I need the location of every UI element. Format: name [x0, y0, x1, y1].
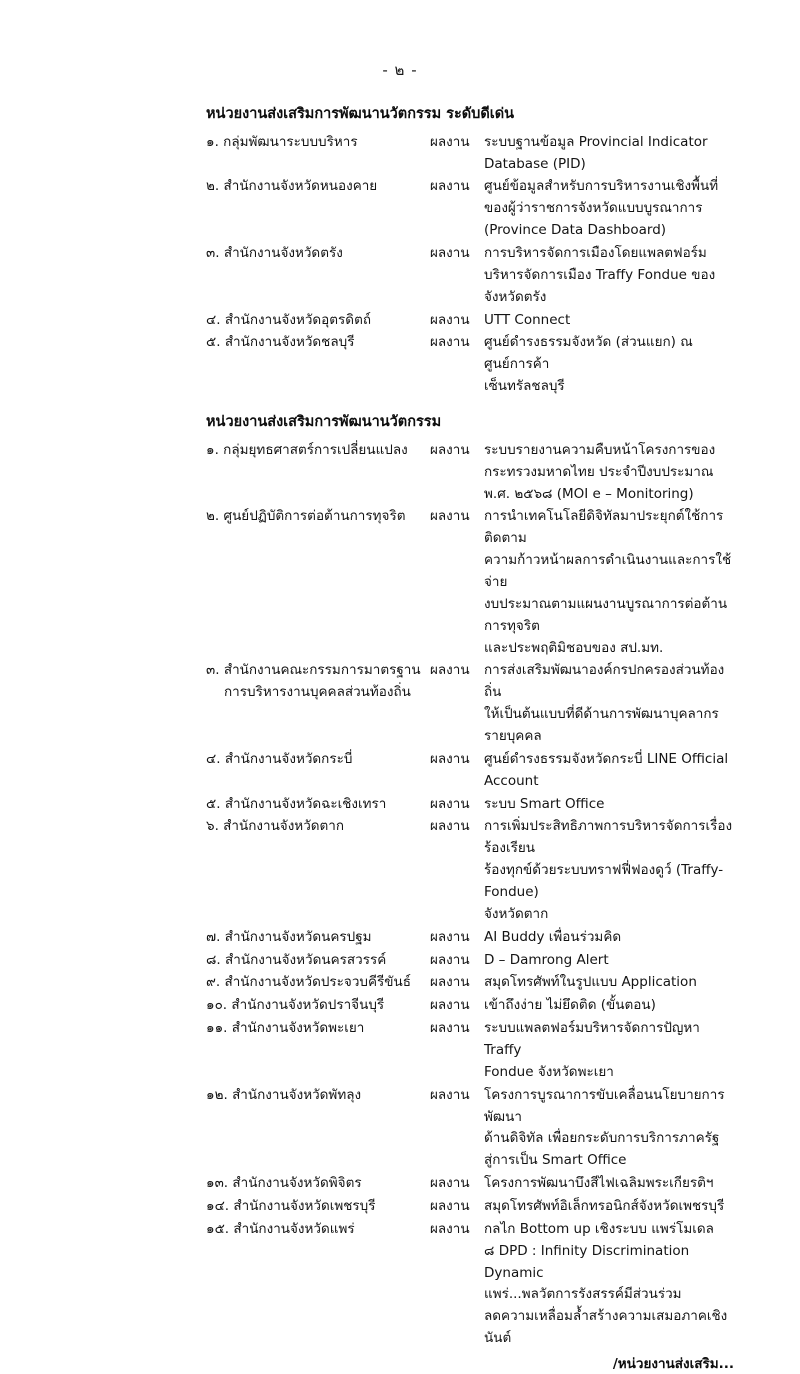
org-cell: [206, 506, 430, 528]
item-index: ๑๑.: [206, 1020, 228, 1037]
list-item: [206, 995, 734, 1017]
section-heading-2: หน่วยงานส่งเสริมการพัฒนานวัตกรรม: [206, 414, 442, 431]
work-line: แพร่...พลวัตการรังสรรค์มีส่วนร่วม: [484, 1286, 682, 1303]
work-line: เข้าถึงง่าย ไม่ยึดติด (ขั้นตอน): [484, 997, 656, 1014]
work-label: ผลงาน: [430, 245, 470, 262]
item-index: ๖.: [206, 818, 219, 835]
item-index: ๗.: [206, 928, 221, 945]
work-line: ของผู้ว่าราชการจังหวัดแบบบูรณาการ: [484, 200, 703, 217]
work-cell: [484, 1085, 734, 1172]
item-org: ศูนย์ปฏิบัติการต่อต้านการทุจริต: [223, 508, 406, 525]
work-label: ผลงาน: [430, 928, 470, 945]
work-label: ผลงาน: [430, 997, 470, 1014]
item-index: ๑๒.: [206, 1086, 228, 1103]
list-item: [206, 660, 734, 747]
work-label: ผลงาน: [430, 662, 470, 679]
work-line: การนำเทคโนโลยีดิจิทัลมาประยุกต์ใช้การติดตาม: [484, 508, 724, 547]
org-cell: [206, 1173, 430, 1195]
list-item: [206, 243, 734, 309]
item-index: ๑๓.: [206, 1175, 229, 1192]
item-index: ๔.: [206, 311, 221, 328]
work-cell: [484, 1196, 734, 1218]
work-line: กลไก Bottom up เชิงระบบ แพร่โมเดล: [484, 1220, 714, 1237]
item-index: ๘.: [206, 951, 221, 968]
item-org: สำนักงานจังหวัดเพชรบุรี: [233, 1198, 376, 1215]
work-line: สมุดโทรศัพท์ในรูปแบบ Application: [484, 974, 697, 991]
org-cell: [206, 749, 430, 771]
org-cell: [206, 132, 430, 154]
item-org: สำนักงานจังหวัดพัทลุง: [232, 1086, 362, 1103]
item-index: ๑.: [206, 441, 219, 458]
work-line: AI Buddy เพื่อนร่วมคิด: [484, 928, 622, 945]
work-line: ระบบ Smart Office: [484, 795, 605, 812]
section-1-list: [206, 132, 734, 398]
work-line: บริหารจัดการเมือง Traffy Fondue ของจังหวัดตรัง: [484, 266, 716, 305]
item-org: สำนักงานจังหวัดแพร่: [233, 1220, 355, 1237]
page-number: - ๒ -: [382, 61, 418, 79]
work-label: ผลงาน: [430, 508, 470, 525]
item-org: สำนักงานจังหวัดพะเยา: [231, 1020, 365, 1037]
work-line: โครงการบูรณาการขับเคลื่อนนโยบายการพัฒนา: [484, 1086, 725, 1125]
work-line: จังหวัดตาก: [484, 905, 549, 922]
list-item: [206, 749, 734, 793]
work-cell: [484, 927, 734, 949]
work-line: เซ็นทรัลชลบุรี: [484, 378, 565, 395]
item-org: สำนักงานจังหวัดฉะเชิงเทรา: [224, 795, 387, 812]
work-line: งบประมาณตามแผนงานบูรณาการต่อต้านการทุจริต: [484, 595, 728, 634]
list-item: [206, 1085, 734, 1172]
item-org: สำนักงานคณะกรรมการมาตรฐาน: [223, 662, 421, 679]
work-label: ผลงาน: [430, 795, 470, 812]
work-line: กระทรวงมหาดไทย ประจำปีงบประมาณ: [484, 463, 714, 480]
work-line: ร้องทุกข์ด้วยระบบทราฟฟี่ฟองดูว์ (Traffy-Fondue): [484, 862, 724, 900]
document-content: [206, 104, 734, 1374]
list-item: [206, 794, 734, 816]
org-cell: [206, 1219, 430, 1241]
work-label: ผลงาน: [430, 951, 470, 968]
work-line: ระบบแพลตฟอร์มบริหารจัดการปัญหา Traffy: [484, 1020, 700, 1059]
work-line: ระบบรายงานความคืบหน้าโครงการของ: [484, 441, 716, 458]
work-label: ผลงาน: [430, 974, 470, 991]
item-index: ๓.: [206, 245, 220, 262]
list-item: [206, 927, 734, 949]
section-heading-1: หน่วยงานส่งเสริมการพัฒนานวัตกรรม ระดับดีเด่น: [206, 106, 515, 122]
item-index: ๑๐.: [206, 997, 228, 1014]
org-cell: [206, 660, 430, 704]
work-line: Database (PID): [484, 155, 586, 172]
work-line: (Province Data Dashboard): [484, 222, 667, 239]
work-label: ผลงาน: [430, 1086, 470, 1103]
work-line: โครงการพัฒนาบึงสีไฟเฉลิมพระเกียรติฯ: [484, 1175, 714, 1192]
item-org: สำนักงานจังหวัดชลบุรี: [224, 334, 355, 351]
org-cell: [206, 1196, 430, 1218]
item-org: สำนักงานจังหวัดปราจีนบุรี: [231, 997, 385, 1014]
item-index: ๓.: [206, 662, 220, 679]
org-cell: [206, 332, 430, 354]
item-org: สำนักงานจังหวัดกระบี่: [224, 750, 353, 767]
list-item: [206, 1173, 734, 1195]
work-cell: [484, 995, 734, 1017]
org-cell: [206, 1085, 430, 1107]
item-org: สำนักงานจังหวัดนครสวรรค์: [225, 951, 387, 968]
work-cell: [484, 660, 734, 747]
list-item: [206, 176, 734, 242]
org-cell: [206, 440, 430, 462]
item-org: สำนักงานจังหวัดตาก: [223, 818, 345, 835]
list-item: [206, 1018, 734, 1084]
work-cell: [484, 1219, 734, 1350]
work-line: ให้เป็นต้นแบบที่ดีด้านการพัฒนาบุคลากรรายบุคคล: [484, 706, 719, 744]
item-org: สำนักงานจังหวัดอุตรดิตถ์: [224, 311, 372, 328]
work-line: D – Damrong Alert: [484, 951, 609, 968]
work-cell: [484, 1018, 734, 1084]
work-label: ผลงาน: [430, 178, 470, 195]
item-org: สำนักงานจังหวัดพิจิตร: [232, 1175, 362, 1192]
work-line: ระบบฐานข้อมูล Provincial Indicator: [484, 133, 708, 150]
item-index: ๔.: [206, 750, 221, 767]
org-cell: [206, 176, 430, 198]
work-line: ศูนย์ดำรงธรรมจังหวัดกระบี่ LINE Official Account: [484, 750, 729, 789]
list-item: [206, 972, 734, 994]
item-index: ๑๕.: [206, 1220, 230, 1237]
work-label: ผลงาน: [430, 441, 470, 458]
item-index: ๕.: [206, 334, 221, 351]
org-cell: [206, 995, 430, 1017]
work-line: ความก้าวหน้าผลการดำเนินงานและการใช้จ่าย: [484, 552, 732, 590]
work-line: ลดความเหลื่อมล้ำสร้างความเสมอภาคเชิงนันต์: [484, 1308, 728, 1347]
work-line: Fondue จังหวัดพะเยา: [484, 1063, 614, 1080]
work-label: ผลงาน: [430, 1175, 470, 1192]
list-item: [206, 440, 734, 506]
item-index: ๙.: [206, 974, 221, 991]
work-line: การบริหารจัดการเมืองโดยแพลตฟอร์ม: [484, 245, 707, 262]
item-org: กลุ่มยุทธศาสตร์การเปลี่ยนแปลง: [223, 441, 408, 458]
work-cell: [484, 332, 734, 398]
work-line: การส่งเสริมพัฒนาองค์กรปกครองส่วนท้องถิ่น: [484, 662, 725, 701]
list-item: [206, 132, 734, 176]
list-item: [206, 310, 734, 332]
work-cell: [484, 132, 734, 176]
work-label: ผลงาน: [430, 133, 470, 150]
org-cell: [206, 243, 430, 265]
work-label: ผลงาน: [430, 818, 470, 835]
work-label: ผลงาน: [430, 1020, 470, 1037]
continuation-note: /หน่วยงานส่งเสริม...: [612, 1356, 734, 1373]
work-label: ผลงาน: [430, 1220, 470, 1237]
work-line: ด้านดิจิทัล เพื่อยกระดับการบริการภาครัฐ: [484, 1130, 720, 1147]
work-cell: [484, 816, 734, 925]
org-cell: [206, 950, 430, 972]
item-index: ๑.: [206, 133, 219, 150]
work-line: การเพิ่มประสิทธิภาพการบริหารจัดการเรื่องร้องเรียน: [484, 818, 733, 857]
work-cell: [484, 310, 734, 332]
work-line: สู่การเป็น Smart Office: [484, 1152, 627, 1169]
list-item: [206, 506, 734, 659]
work-cell: [484, 950, 734, 972]
org-cell: [206, 816, 430, 838]
work-line: พ.ศ. ๒๕๖๘ (MOI e – Monitoring): [484, 485, 694, 502]
work-line: ๘ DPD : Infinity Discrimination Dynamic: [484, 1242, 690, 1281]
work-line: และประพฤติมิชอบของ สป.มท.: [484, 639, 664, 656]
item-index: ๑๔.: [206, 1198, 230, 1215]
work-label: ผลงาน: [430, 1198, 470, 1215]
work-cell: [484, 506, 734, 659]
work-line: สมุดโทรศัพท์อิเล็กทรอนิกส์จังหวัดเพชรบุรี: [484, 1198, 725, 1215]
list-item: [206, 1196, 734, 1218]
item-org: สำนักงานจังหวัดประจวบคีรีขันธ์: [224, 974, 411, 991]
section-2-list: [206, 440, 734, 1350]
list-item: [206, 332, 734, 398]
org-cell: [206, 794, 430, 816]
work-cell: [484, 440, 734, 506]
work-label: ผลงาน: [430, 334, 470, 351]
item-org: กลุ่มพัฒนาระบบบริหาร: [223, 133, 358, 150]
item-index: ๕.: [206, 795, 221, 812]
list-item: [206, 816, 734, 925]
item-org: สำนักงานจังหวัดนครปฐม: [224, 928, 372, 945]
work-label: ผลงาน: [430, 311, 470, 328]
work-cell: [484, 972, 734, 994]
item-org: สำนักงานจังหวัดตรัง: [223, 245, 343, 262]
work-cell: [484, 176, 734, 242]
work-cell: [484, 794, 734, 816]
item-org: สำนักงานจังหวัดหนองคาย: [223, 178, 378, 195]
org-cell: [206, 927, 430, 949]
item-index: ๒.: [206, 508, 220, 525]
list-item: [206, 950, 734, 972]
work-label: ผลงาน: [430, 750, 470, 767]
item-index: ๒.: [206, 178, 220, 195]
work-line: ศูนย์ดำรงธรรมจังหวัด (ส่วนแยก) ณ ศูนย์การค้า: [484, 334, 693, 373]
org-cell: [206, 972, 430, 994]
work-line: ศูนย์ข้อมูลสำหรับการบริหารงานเชิงพื้นที่: [484, 178, 719, 195]
work-cell: [484, 749, 734, 793]
org-cell: [206, 310, 430, 332]
org-cell: [206, 1018, 430, 1040]
list-item: [206, 1219, 734, 1350]
work-cell: [484, 243, 734, 309]
work-line: UTT Connect: [484, 311, 571, 328]
work-cell: [484, 1173, 734, 1195]
item-org-continued: การบริหารงานบุคคลส่วนท้องถิ่น: [224, 684, 411, 701]
